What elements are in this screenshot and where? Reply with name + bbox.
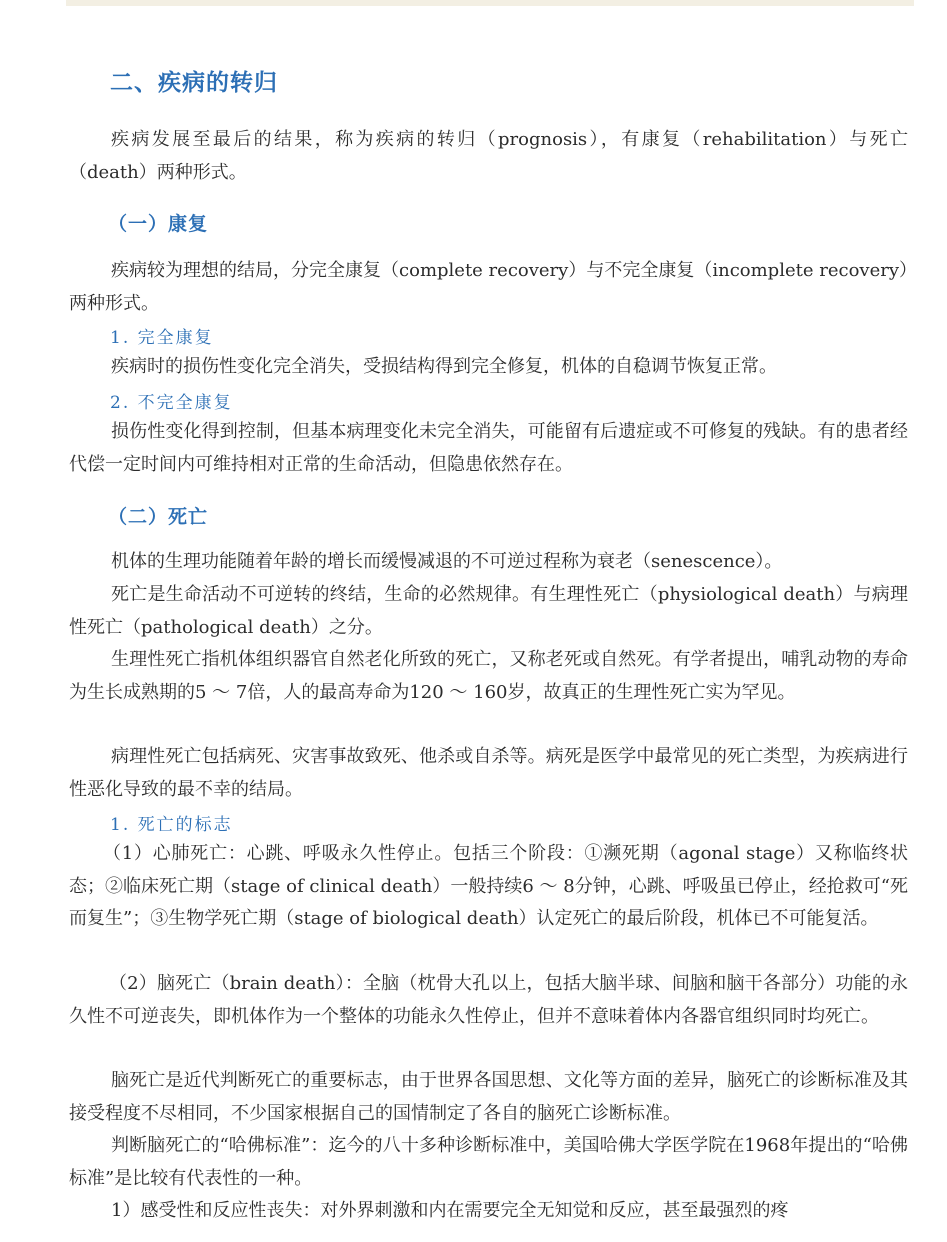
senescence-paragraph: 机体的生理功能随着年龄的增长而缓慢减退的不可逆过程称为衰老（senescence）。 <box>111 551 783 572</box>
death-markers-heading: 1. 死亡的标志 <box>110 815 233 835</box>
death-definition-paragraph: 死亡是生命活动不可逆转的终结，生命的必然规律。有生理性死亡（physiological death）与病理性死亡（pathological death）之分。 <box>69 584 908 638</box>
recovery-intro-paragraph: 疾病较为理想的结局，分完全康复（complete recovery）与不完全康复（incomplete recovery）两种形式。 <box>69 260 908 314</box>
intro-paragraph: 疾病发展至最后的结果，称为疾病的转归（prognosis），有康复（rehabilitation）与死亡（death）两种形式。 <box>69 129 908 183</box>
harvard-criteria-paragraph: 判断脑死亡的“哈佛标准”：迄今的八十多种诊断标准中，美国哈佛大学医学院在1968年提出的“哈佛标准”是比较有代表性的一种。 <box>69 1135 908 1189</box>
physiological-death-paragraph: 生理性死亡指机体组织器官自然老化所致的死亡，又称老死或自然死。有学者提出，哺乳动物的寿命为生长成熟期的5 ～ 7倍，人的最高寿命为120 ～ 160岁，故真正的生理性死亡实为罕见。 <box>69 649 908 703</box>
incomplete-recovery-heading: 2. 不完全康复 <box>110 393 233 413</box>
cardiopulmonary-death-paragraph: （1）心肺死亡：心跳、呼吸永久性停止。包括三个阶段：①濒死期（agonal stage）又称临终状态；②临床死亡期（stage of clinical death）一般持续6 ～ 8分钟，心跳、呼吸虽已停止，经抢救可“死而复生”；③生物学死亡期（stage of biological death）认定死亡的最后阶段，机体已不可能复活。 <box>69 843 909 929</box>
recovery-heading: （一）康复 <box>108 213 209 235</box>
brain-death-paragraph: （2）脑死亡（brain death）：全脑（枕骨大孔以上，包括大脑半球、间脑和脑干各部分）功能的永久性不可逆丧失，即机体作为一个整体的功能永久性停止，但并不意味着体内各器官组织同时均死亡。 <box>69 973 908 1027</box>
top-decorative-band <box>66 0 914 6</box>
incomplete-recovery-text: 损伤性变化得到控制，但基本病理变化未完全消失，可能留有后遗症或不可修复的残缺。有的患者经代偿一定时间内可维持相对正常的生命活动，但隐患依然存在。 <box>69 421 908 475</box>
complete-recovery-text: 疾病时的损伤性变化完全消失，受损结构得到完全修复，机体的自稳调节恢复正常。 <box>111 356 777 377</box>
section-title: 二、疾病的转归 <box>110 69 278 96</box>
pathological-death-paragraph: 病理性死亡包括病死、灾害事故致死、他杀或自杀等。病死是医学中最常见的死亡类型，为疾病进行性恶化导致的最不幸的结局。 <box>69 746 908 800</box>
criterion-1-paragraph: 1）感受性和反应性丧失：对外界刺激和内在需要完全无知觉和反应，甚至最强烈的疼 <box>111 1200 789 1221</box>
brain-death-standard-paragraph: 脑死亡是近代判断死亡的重要标志，由于世界各国思想、文化等方面的差异，脑死亡的诊断标准及其接受程度不尽相同，不少国家根据自己的国情制定了各自的脑死亡诊断标准。 <box>69 1070 908 1124</box>
complete-recovery-heading: 1. 完全康复 <box>110 328 214 348</box>
death-heading: （二）死亡 <box>108 506 209 528</box>
